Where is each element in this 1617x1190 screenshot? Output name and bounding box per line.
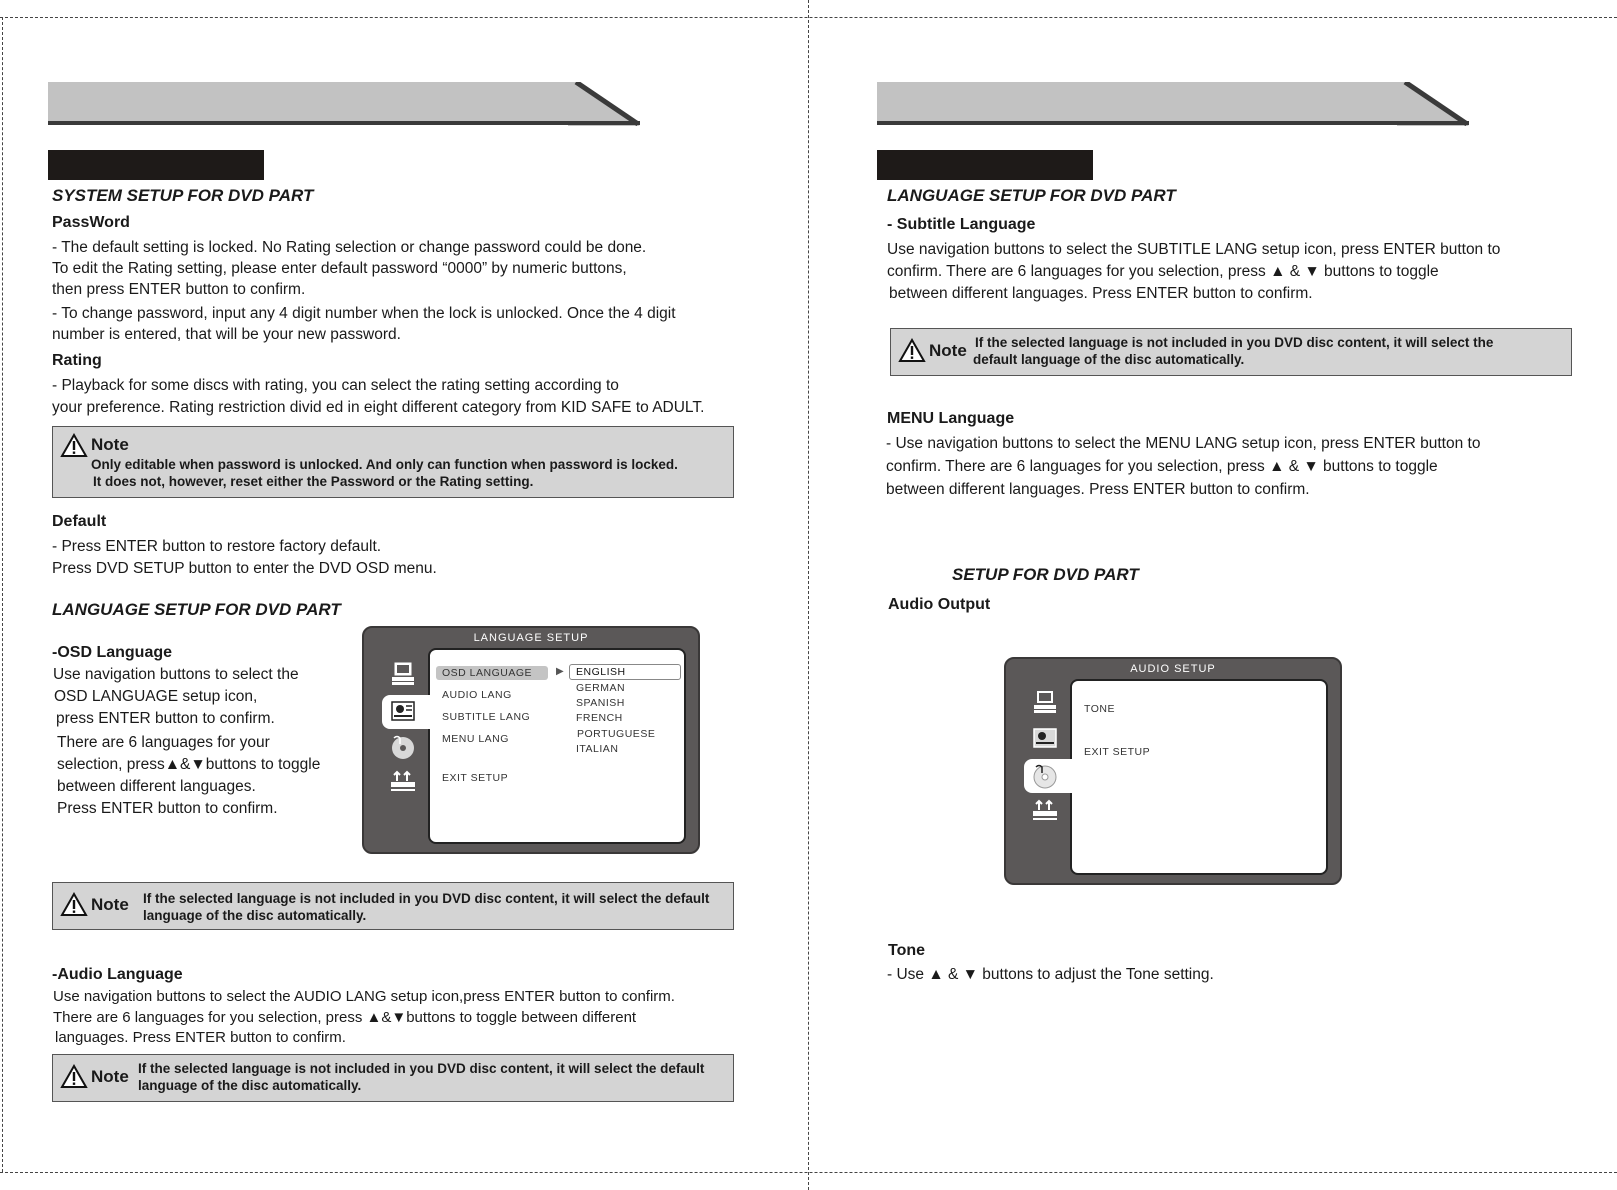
note-box-audio: [52, 1054, 734, 1102]
note-label: Note: [929, 341, 967, 360]
note-label: Note: [91, 895, 129, 914]
audio-language-text: Use navigation buttons to select the AUDIO LANG setup icon,press ENTER button to confirm. There are 6 languages for you selection, press ▲&▼buttons to toggle between different languages. Press ENTER button to confirm.: [53, 988, 675, 1046]
tone-heading: Tone: [888, 942, 926, 959]
speaker-setup-icon[interactable]: [1030, 797, 1060, 823]
setup-for-dvd-heading: SETUP FOR DVD PART: [952, 565, 1139, 584]
tone-text: - Use ▲ & ▼ buttons to adjust the Tone setting.: [887, 966, 1214, 983]
menu-language-text: - Use navigation buttons to select the MENU LANG setup icon, press ENTER button to confirm. There are 6 languages for you selection, press ▲ & ▼ buttons to toggle between different languages. Press ENTER button to confirm.: [886, 435, 1481, 498]
audio-language-heading: -Audio Language: [52, 966, 183, 983]
option-english[interactable]: ENGLISH: [576, 666, 626, 678]
note-box-password: [52, 426, 734, 498]
menu-item-exit-setup[interactable]: EXIT SETUP: [1084, 746, 1151, 758]
subtitle-language-text: Use navigation buttons to select the SUBTITLE LANG setup icon, press ENTER button to confirm. There are 6 languages for you selection, press ▲ & ▼ buttons to toggle between different languages. Press ENTER button to confirm.: [887, 241, 1501, 302]
option-german[interactable]: GERMAN: [576, 682, 626, 694]
option-spanish[interactable]: SPANISH: [576, 697, 625, 709]
osd-language-text: Use navigation buttons to select the OSD LANGUAGE setup icon, press ENTER button to confirm. There are 6 languages for your selection, press▲&▼buttons to toggle between different languages. Press ENTER button to confirm.: [53, 666, 321, 817]
menu-item-exit-setup[interactable]: EXIT SETUP: [442, 772, 509, 784]
menu-item-tone[interactable]: TONE: [1084, 703, 1115, 715]
rating-text: - Playback for some discs with rating, you can select the rating setting according to your preference. Rating restriction divid ed in eight different category from KID SAFE to ADULT.: [52, 377, 705, 416]
monitor-icon[interactable]: [388, 661, 418, 687]
header-bar-right-underline: [877, 121, 1469, 125]
header-bar-right: [877, 82, 1397, 122]
note-text: If the selected language is not included in you DVD disc content, it will select the default language of the disc automatically.: [138, 1061, 705, 1093]
warning-icon: [898, 338, 926, 363]
warning-icon: [60, 892, 88, 917]
header-bar-left: [48, 82, 568, 122]
option-italian[interactable]: ITALIAN: [576, 743, 619, 755]
menu-title: LANGUAGE SETUP: [473, 632, 589, 644]
audio-setup-menu: [1004, 657, 1342, 885]
option-french[interactable]: FRENCH: [576, 712, 623, 724]
note-box-osd: [52, 882, 734, 930]
password-heading: PassWord: [52, 214, 130, 231]
default-heading: Default: [52, 513, 107, 530]
menu-language-heading: MENU Language: [887, 410, 1015, 427]
speaker-setup-icon[interactable]: [388, 768, 418, 794]
note-text: If the selected language is not included in you DVD disc content, it will select the default language of the disc automatically.: [973, 335, 1494, 367]
note-label: Note: [91, 435, 129, 454]
audio-output-heading: Audio Output: [888, 596, 991, 613]
note-box-subtitle: [890, 328, 1572, 376]
note-text: If the selected language is not included in you DVD disc content, it will select the default language of the disc automatically.: [143, 891, 710, 923]
language-setup-menu: [362, 626, 700, 854]
note-text: Only editable when password is unlocked. And only can function when password is locked. It does not, however, reset either the Password or the Rating setting.: [91, 457, 678, 489]
submenu-arrow-icon: ▶: [556, 666, 565, 677]
menu-item-osd-language[interactable]: OSD LANGUAGE: [442, 667, 533, 679]
rating-heading: Rating: [52, 352, 102, 369]
default-text: - Press ENTER button to restore factory default. Press DVD SETUP button to enter the DVD OSD menu.: [52, 538, 437, 577]
menu-item-subtitle-lang[interactable]: SUBTITLE LANG: [442, 711, 531, 723]
section-tab-right: [877, 150, 1093, 180]
menu-title: AUDIO SETUP: [1130, 663, 1216, 675]
monitor-icon[interactable]: [1030, 689, 1060, 715]
password-text: - The default setting is locked. No Rating selection or change password could be done. To edit the Rating setting, please enter default password “0000” by numeric buttons, then press ENTER button to confirm. - To change password, input any 4 digit number when the lock is unlocked. Once the 4 digit number is entered, that will be your new password.: [52, 239, 676, 343]
language-setup-heading-left: LANGUAGE SETUP FOR DVD PART: [52, 600, 341, 619]
disc-audio-icon[interactable]: [1030, 763, 1060, 789]
note-label: Note: [91, 1067, 129, 1086]
section-tab-left: [48, 150, 264, 180]
disc-audio-icon[interactable]: [388, 734, 418, 760]
menu-item-audio-lang[interactable]: AUDIO LANG: [442, 689, 512, 701]
language-icon[interactable]: [1030, 725, 1060, 751]
language-icon[interactable]: [388, 698, 418, 724]
option-portuguese[interactable]: PORTUGUESE: [577, 728, 656, 740]
language-setup-heading-right: LANGUAGE SETUP FOR DVD PART: [887, 186, 1176, 205]
warning-icon: [60, 1064, 88, 1089]
osd-language-heading: -OSD Language: [52, 644, 173, 661]
header-bar-left-underline: [48, 121, 640, 125]
warning-icon: [60, 433, 88, 458]
menu-item-menu-lang[interactable]: MENU LANG: [442, 733, 509, 745]
subtitle-language-heading: - Subtitle Language: [887, 216, 1036, 233]
system-setup-heading: SYSTEM SETUP FOR DVD PART: [52, 186, 314, 205]
